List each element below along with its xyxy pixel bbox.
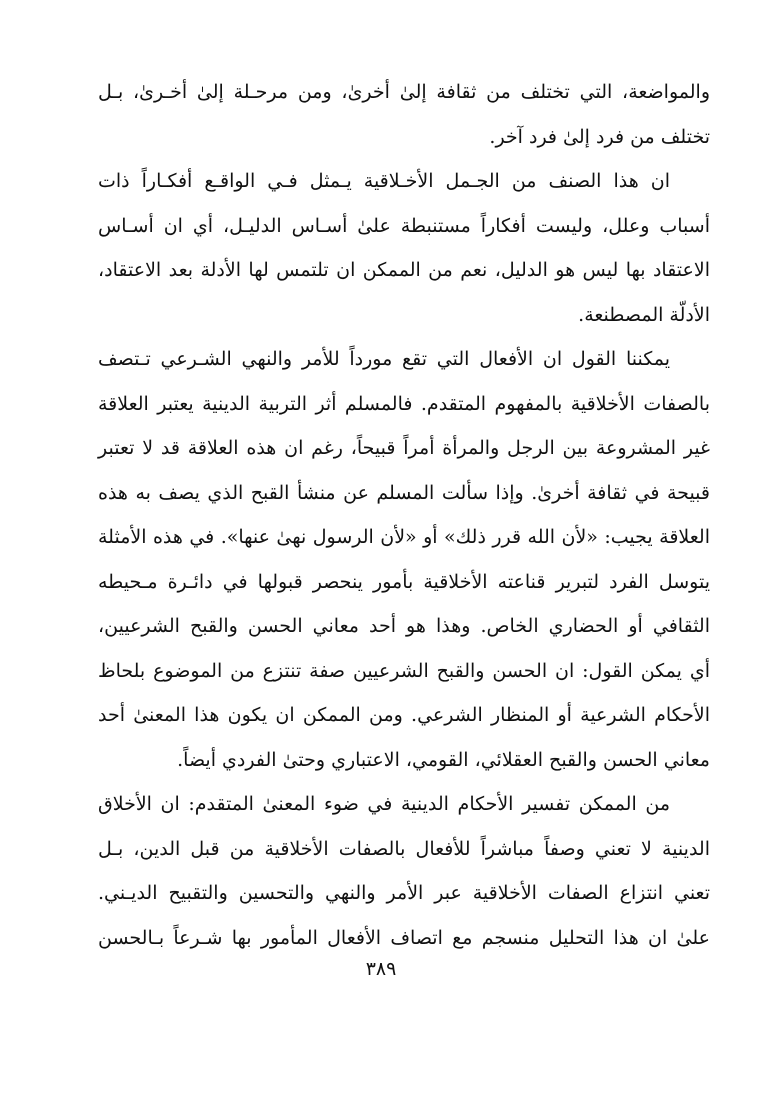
paragraph-3 bbox=[98, 337, 710, 782]
text-line: الأحكام الشرعية أو المنظار الشرعي. ومن الممكن ان يكون هذا المعنىٰ أحد bbox=[98, 704, 710, 726]
text-line: علىٰ ان هذا التحليل منسجم مع اتصاف الأفعال المأمور بها شـرعاً بـالحسن bbox=[98, 926, 710, 949]
paragraph-4 bbox=[98, 782, 710, 960]
text-line: قبيحة في ثقافة أخرىٰ. وإذا سألت المسلم عن منشأ القبح الذي يصف به هذه bbox=[98, 481, 710, 504]
text-line: أي يمكن القول: ان الحسن والقبح الشرعيين صفة تنتزع من الموضوع بلحاظ bbox=[98, 659, 710, 682]
text-line: الأدلّة المصطنعة. bbox=[578, 303, 710, 326]
text-line: معاني الحسن والقبح العقلائي، القومي، الاعتباري وحتىٰ الفردي أيضاً. bbox=[177, 748, 710, 771]
paragraph-2 bbox=[98, 159, 710, 337]
text-line: بالصفات الأخلاقية بالمفهوم المتقدم. فالمسلم أثر التربية الدينية يعتبر العلاقة bbox=[98, 392, 710, 415]
text-line: والمواضعة، التي تختلف من ثقافة إلىٰ أخرىٰ، ومن مرحـلة إلىٰ أخـرىٰ، بـل bbox=[98, 81, 710, 103]
text-line: ان هذا الصنف من الجـمل الأخـلاقية يـمثل فـي الواقـع أفكـاراً ذات bbox=[98, 170, 670, 192]
paragraph-1 bbox=[98, 70, 710, 159]
text-line: الدينية لا تعني وصفاً مباشراً للأفعال بالصفات الأخلاقية من قبل الدين، بـل bbox=[98, 837, 710, 860]
text-line: تعني انتزاع الصفات الأخلاقية عبر الأمر والنهي والتحسين والتقبيح الديـني. bbox=[98, 882, 711, 904]
text-line: تختلف من فرد إلىٰ فرد آخر. bbox=[489, 125, 710, 148]
page-number: ٣٨٩ bbox=[365, 958, 397, 980]
text-line: أسباب وعلل، وليست أفكاراً مستنبطة علىٰ أسـاس الدليـل، أي ان أسـاس bbox=[98, 214, 710, 237]
text-line: العلاقة يجيب: «لأن الله قرر ذلك» أو «لأن الرسول نهىٰ عنها». في هذه الأمثلة bbox=[98, 526, 710, 548]
page-body bbox=[98, 70, 710, 960]
text-line: يتوسل الفرد لتبرير قناعته الأخلاقية بأمور ينحصر قبولها في دائـرة مـحيطه bbox=[98, 570, 710, 593]
text-line: غير المشروعة بين الرجل والمرأة أمراً قبيحاً، رغم ان هذه العلاقة قد لا تعتبر bbox=[98, 437, 710, 459]
text-line: الثقافي أو الحضاري الخاص. وهذا هو أحد معاني الحسن والقبح الشرعيين، bbox=[98, 615, 710, 637]
text-line: من الممكن تفسير الأحكام الدينية في ضوء المعنىٰ المتقدم: ان الأخلاق bbox=[98, 793, 670, 815]
text-line: يمكننا القول ان الأفعال التي تقع مورداً للأمر والنهي الشـرعي تـتصف bbox=[98, 348, 670, 370]
text-line: الاعتقاد بها ليس هو الدليل، نعم من الممكن ان تلتمس لها الأدلة بعد الاعتقاد، bbox=[98, 259, 710, 281]
